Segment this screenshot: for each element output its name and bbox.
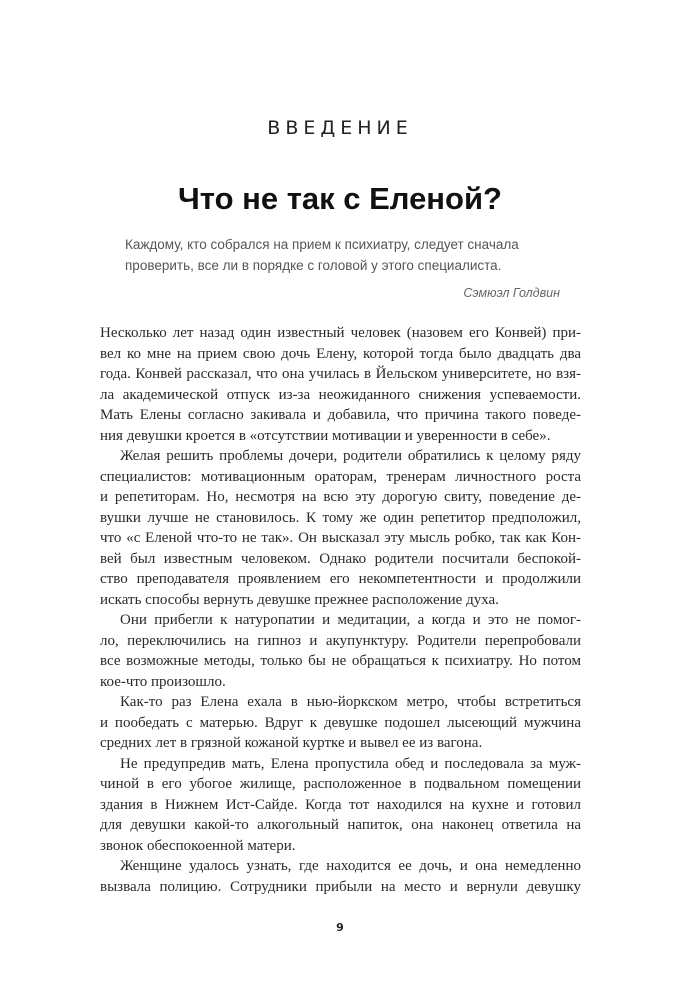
chapter-title: Что не так с Еленой? xyxy=(178,181,502,216)
text-line: средних лет в грязной кожаной куртке и вывел ее из вагона. xyxy=(100,735,483,751)
text-line: для девушки какой-то алкогольный напиток, она наконец ответила на xyxy=(100,817,581,833)
text-line: кое-что произошло. xyxy=(100,673,226,690)
text-line: здания в Нижнем Ист-Сайде. Когда тот находился на кухне и готовил xyxy=(100,796,581,813)
text-line: специалистов: мотивационным ораторам, тренерам личностного роста xyxy=(100,468,581,485)
paragraph xyxy=(100,446,581,610)
text-line: все возможные методы, только бы не обращаться к психиатру. Но потом xyxy=(100,653,581,669)
text-line: ла академической отпуск из-за неожиданного снижения успеваемости. xyxy=(100,386,581,403)
page-number: 9 xyxy=(336,921,344,934)
body-text xyxy=(100,323,581,897)
paragraph xyxy=(100,610,581,692)
paragraph xyxy=(100,856,581,897)
text-line: года. Конвей рассказал, что она училась в Йельском университете, но взя- xyxy=(100,366,581,382)
text-line: и пообедать с матерью. Вдруг к девушке подошел лысеющий мужчина xyxy=(100,714,581,731)
text-line: ство преподавателя проявлением его некомпетентности и продолжили xyxy=(100,571,581,587)
chapter-label: ВВЕДЕНИЕ xyxy=(267,117,413,139)
text-line: ло, переключились на гипноз и акупунктуру. Родители перепробовали xyxy=(100,632,581,649)
text-line: Они прибегли к натуропатии и медитации, а когда и это не помог- xyxy=(120,612,581,628)
paragraph xyxy=(100,692,581,754)
text-line: вей был известным человеком. Однако родители посчитали беспокой- xyxy=(100,550,581,567)
text-line: вел ко мне на прием свою дочь Елену, которой тогда было двадцать два xyxy=(100,345,581,362)
paragraph xyxy=(100,754,581,857)
text-line: чиной в его убогое жилище, расположенное в подвальном помещении xyxy=(100,776,581,792)
text-line: Не предупредив мать, Елена пропустила обед и последовала за муж- xyxy=(120,755,581,772)
text-line: звонок обеспокоенной матери. xyxy=(100,837,296,854)
text-line: Желая решить проблемы дочери, родители обратились к целому ряду xyxy=(120,448,581,464)
epigraph-line: Каждому, кто собрался на прием к психиатру, следует сначала xyxy=(125,237,519,252)
text-line: Несколько лет назад один известный человек (назовем его Конвей) при- xyxy=(100,325,581,341)
epigraph-line: проверить, все ли в порядке с головой у этого специалиста. xyxy=(125,258,502,273)
text-line: и репетиторам. Но, несмотря на всю эту дорогую свиту, поведение де- xyxy=(100,489,581,505)
text-line: ния девушки кроется в «отсутствии мотивации и уверенности в себе». xyxy=(100,427,551,444)
epigraph-author: Сэмюэл Голдвин xyxy=(463,286,560,300)
text-line: что «с Еленой что-то не так». Он высказал эту мысль робко, так как Кон- xyxy=(100,530,581,546)
text-line: вушки лучше не становилось. К тому же один репетитор предположил, xyxy=(100,509,581,526)
text-line: Мать Елены согласно закивала и добавила, что причина такого поведе- xyxy=(100,407,581,423)
epigraph xyxy=(125,234,565,276)
paragraph xyxy=(100,323,581,446)
text-line: Как-то раз Елена ехала в нью-йоркском метро, чтобы встретиться xyxy=(120,694,581,710)
text-line: искать способы вернуть девушке прежнее расположение духа. xyxy=(100,591,499,608)
text-line: Женщине удалось узнать, где находится ее дочь, и она немедленно xyxy=(120,858,581,874)
text-line: вызвала полицию. Сотрудники прибыли на место и вернули девушку xyxy=(100,878,581,895)
